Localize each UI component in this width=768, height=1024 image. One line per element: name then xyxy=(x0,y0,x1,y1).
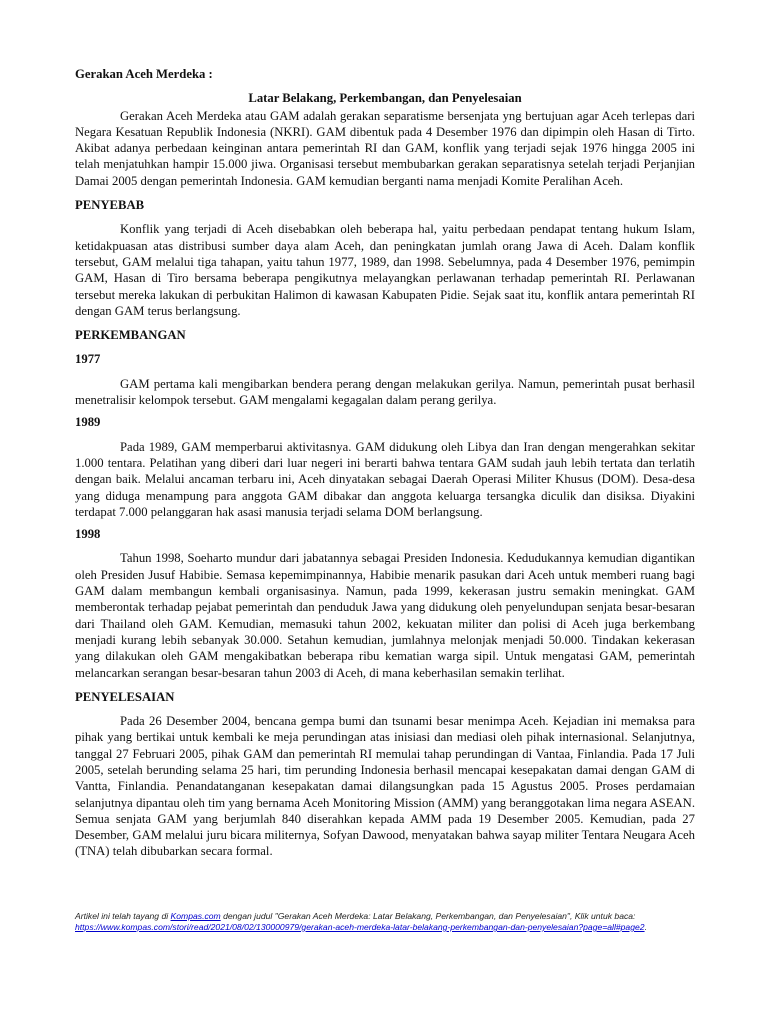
footnote-suffix: . xyxy=(644,922,647,932)
penyebab-paragraph: Konflik yang terjadi di Aceh disebabkan oleh beberapa hal, yaitu perbedaan pendapat tentang hukum Islam, ketidakpuasan atas distribusi sumber daya alam Aceh, dan peningkatan jumlah orang Jawa di Aceh. Dalam konflik tersebut, GAM melalui tiga tahapan, yaitu tahun 1977, 1989, dan 1998. Sebelumnya, pada 4 Desember 1976, pemimpin GAM, Hasan di Tiro bersama beberapa pengikutnya melayangkan perlawanan terhadap pemerintah RI. Perlawanan tersebut mereka lakukan di perbukitan Halimon di kawasan Kabupaten Pidie. Sejak saat itu, konflik antara pemerintah RI dengan GAM terus berlangsung. xyxy=(75,222,695,318)
section-heading-penyelesaian: PENYELESAIAN xyxy=(75,689,175,704)
section-heading-penyebab: PENYEBAB xyxy=(75,198,145,213)
penyelesaian-paragraph: Pada 26 Desember 2004, bencana gempa bumi dan tsunami besar menimpa Aceh. Kejadian ini memaksa para pihak yang bertikai untuk kembali ke meja perundingan atas inisiasi dan mediasi oleh pihak internasional. Selanjutnya, tanggal 27 Februari 2005, pihak GAM dan pemerintah RI memulai tahap perundingan di Vantaa, Finlandia. Pada 17 Juli 2005, setelah berunding selama 25 hari, tim perunding Indonesia berhasil mencapai kesepakatan damai dengan GAM di Vantta, Finlandia. Penandatanganan kesepakatan damai dilangsungkan pada 15 Agustus 2005. Proses perdamaian selanjutnya dipantau oleh tim yang bernama Aceh Monitoring Mission (AMM) yang beranggotakan lima negara ASEAN. Semua senjata GAM yang berjumlah 840 diserahkan kepada AMM pada 19 Desember 2005. Kemudian, pada 27 Desember, GAM melalui juru bicara militernya, Sofyan Dawood, menyatakan bahwa sayap militer Tentara Neugara Aceh (TNA) telah dibubarkan secara formal. xyxy=(75,714,695,859)
section-heading-perkembangan: PERKEMBANGAN xyxy=(75,328,186,343)
article-url-link[interactable]: https://www.kompas.com/stori/read/2021/08/02/130000979/gerakan-aceh-merdeka-latar-belakang-perkembangan-dan-penyelesaian?page=all#page2 xyxy=(75,922,645,932)
paragraph-1989: Pada 1989, GAM memperbarui aktivitasnya. GAM didukung oleh Libya dan Iran dengan mengerahkan sekitar 1.000 tentara. Pelatihan yang diberi dari luar negeri ini berarti bahwa tentara GAM sudah jauh lebih tertata dan terlatih dengan baik. Melalui ancaman terbaru ini, Aceh dinyatakan sebagai Daerah Operasi Militer Khusus (DOM). Desa-desa yang diduga menampung para anggota GAM dibakar dan anggota keluarga tersangka diculik dan disiksa. Diyakini terdapat 7.000 pelanggaran hak asasi manusia terjadi selama DOM berlangsung. xyxy=(75,439,695,519)
year-heading-1989: 1989 xyxy=(75,415,101,430)
paragraph-1977: GAM pertama kali mengibarkan bendera perang dengan melakukan gerilya. Namun, pemerintah pusat berhasil menetralisir kelompok tersebut. GAM mengalami kegagalan dalam perang gerilya. xyxy=(75,376,695,408)
source-footnote xyxy=(75,911,695,933)
document-title: Gerakan Aceh Merdeka : xyxy=(75,67,213,81)
document-subtitle: Latar Belakang, Perkembangan, dan Penyelesaian xyxy=(248,91,522,106)
document-page xyxy=(75,66,695,860)
footnote-middle: dengan judul "Gerakan Aceh Merdeka: Latar Belakang, Perkembangan, dan Penyelesaian", Klik untuk baca: xyxy=(220,911,636,921)
year-heading-1998: 1998 xyxy=(75,527,101,542)
kompas-site-link[interactable]: Kompas.com xyxy=(170,911,221,921)
footnote-prefix: Artikel ini telah tayang di xyxy=(75,911,171,921)
paragraph-1998: Tahun 1998, Soeharto mundur dari jabatannya sebagai Presiden Indonesia. Kedudukannya kemudian digantikan oleh Presiden Jusuf Habibie. Semasa kepemimpinannya, Habibie menarik pasukan dari Aceh untuk memberi ruang bagi GAM dalam membangun kembali organisasinya. Namun, pada 1999, kekerasan justru semakin meningkat. GAM memberontak terhadap pejabat pemerintah dan penduduk Jawa yang didukung oleh penyelundupan senjata besar-besaran dari Thailand oleh GAM. Kemudian, memasuki tahun 2002, kekuatan militer dan polisi di Aceh juga berkembang menjadi kurang lebih sebanyak 30.000. Setahun kemudian, jumlahnya melonjak menjadi 50.000. Tindakan kekerasan yang dilakukan oleh GAM mengakibatkan beberapa ribu kematian warga sipil. Untuk mengatasi GAM, pemerintah melancarkan serangan besar-besaran tahun 2003 di Aceh, di mana keberhasilan semakin terlihat. xyxy=(75,551,695,680)
intro-paragraph: Gerakan Aceh Merdeka atau GAM adalah gerakan separatisme bersenjata yng bertujuan agar Aceh terlepas dari Negara Kesatuan Republik Indonesia (NKRI). GAM dibentuk pada 4 Desember 1976 dan dipimpin oleh Hasan di Tirto. Akibat adanya perbedaan keinginan antara pemerintah RI dan GAM, konflik yang terjadi sejak 1976 hingga 2005 ini telah menjatuhkan hampir 15.000 jiwa. Organisasi tersebut membubarkan gerakan separatisnya setelah terjadi Perjanjian Damai 2005 dengan pemerintah Indonesia. GAM kemudian berganti nama menjadi Komite Peralihan Aceh. xyxy=(75,108,695,188)
year-heading-1977: 1977 xyxy=(75,352,101,367)
